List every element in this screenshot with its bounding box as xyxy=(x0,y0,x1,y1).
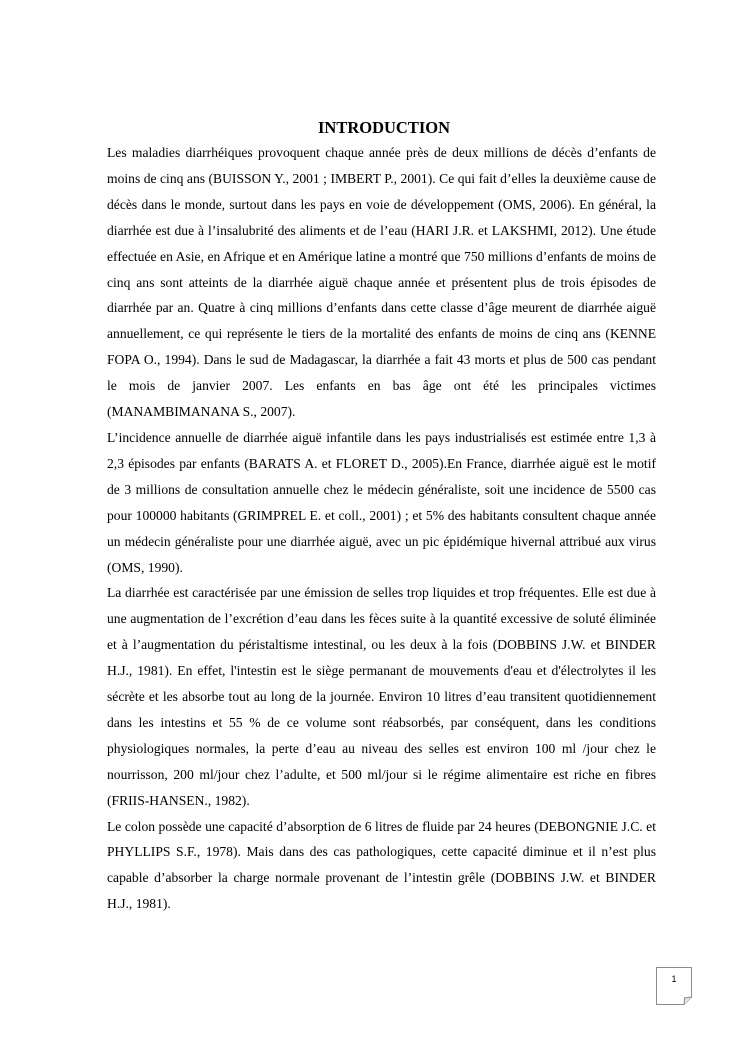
paragraph-3: La diarrhée est caractérisée par une émission de selles trop liquides et trop fréquentes. Elle est due à une augmentation de l’excrétion d’eau dans les fèces suite à la quantité excessive de soluté éliminée et à l’augmentation du péristaltisme intestinal, ou les deux à la fois (DOBBINS J.W. et BINDER H.J., 1981). En effet, l'intestin est le siège permanant de mouvements d'eau et d'électrolytes il les sécrète et les absorbe tout au long de la journée. Environ 10 litres d’eau transitent quotidiennement dans les intestins et 55 % de ce volume sont réabsorbés, par conséquent, dans les conditions physiologiques normales, la perte d’eau au niveau des selles est environ 100 ml /jour chez le nourrisson, 200 ml/jour chez l’adulte, et 500 ml/jour si le régime alimentaire est riche en fibres (FRIIS-HANSEN., 1982). xyxy=(107,585,656,808)
folded-corner-icon xyxy=(656,967,692,1005)
document-page xyxy=(107,116,656,917)
paragraph-2: L’incidence annuelle de diarrhée aiguë infantile dans les pays industrialisés est estimée entre 1,3 à 2,3 épisodes par enfants (BARATS A. et FLORET D., 2005).En France, diarrhée aiguë est le motif de 3 millions de consultation annuelle chez le médecin généraliste, soit une incidence de 5500 cas pour 100000 habitants (GRIMPREL E. et coll., 2001) ; et 5% des habitants consultent chaque année un médecin généraliste pour une diarrhée aiguë, avec un pic épidémique hivernal attribué aux virus (OMS, 1990). xyxy=(107,429,656,575)
page-number-badge xyxy=(656,967,692,1005)
paragraph-4: Le colon possède une capacité d’absorption de 6 litres de fluide par 24 heures (DEBONGNIE J.C. et PHYLLIPS S.F., 1978). Mais dans des cas pathologiques, cette capacité diminue et il n’est plus capable d’absorber la charge normale provenant de l’intestin grêle (DOBBINS J.W. et BINDER H.J., 1981). xyxy=(107,818,656,912)
page-number: 1 xyxy=(671,974,677,984)
paragraph-1: Les maladies diarrhéiques provoquent chaque année près de deux millions de décès d’enfants de moins de cinq ans (BUISSON Y., 2001 ; IMBERT P., 2001). Ce qui fait d’elles la deuxième cause de décès dans le monde, surtout dans les pays en voie de développement (OMS, 2006). En général, la diarrhée est due à l’insalubrité des aliments et de l’eau (HARI J.R. et LAKSHMI, 2012). Une étude effectuée en Asie, en Afrique et en Amérique latine a montré que 750 millions d’enfants de moins de cinq ans sont atteints de la diarrhée aiguë chaque année et présentent plus de trois épisodes de diarrhée par an. Quatre à cinq millions d’enfants dans cette classe d’âge meurent de diarrhée aiguë annuellement, ce qui représente le tiers de la mortalité des enfants de moins de cinq ans (KENNE FOPA O., 1994). Dans le sud de Madagascar, la diarrhée a fait 43 morts et plus de 500 cas pendant le mois de janvier 2007. Les enfants en bas âge ont été les principales victimes (MANAMBIMANANA S., 2007). xyxy=(107,145,656,420)
page-title: INTRODUCTION xyxy=(317,118,451,137)
